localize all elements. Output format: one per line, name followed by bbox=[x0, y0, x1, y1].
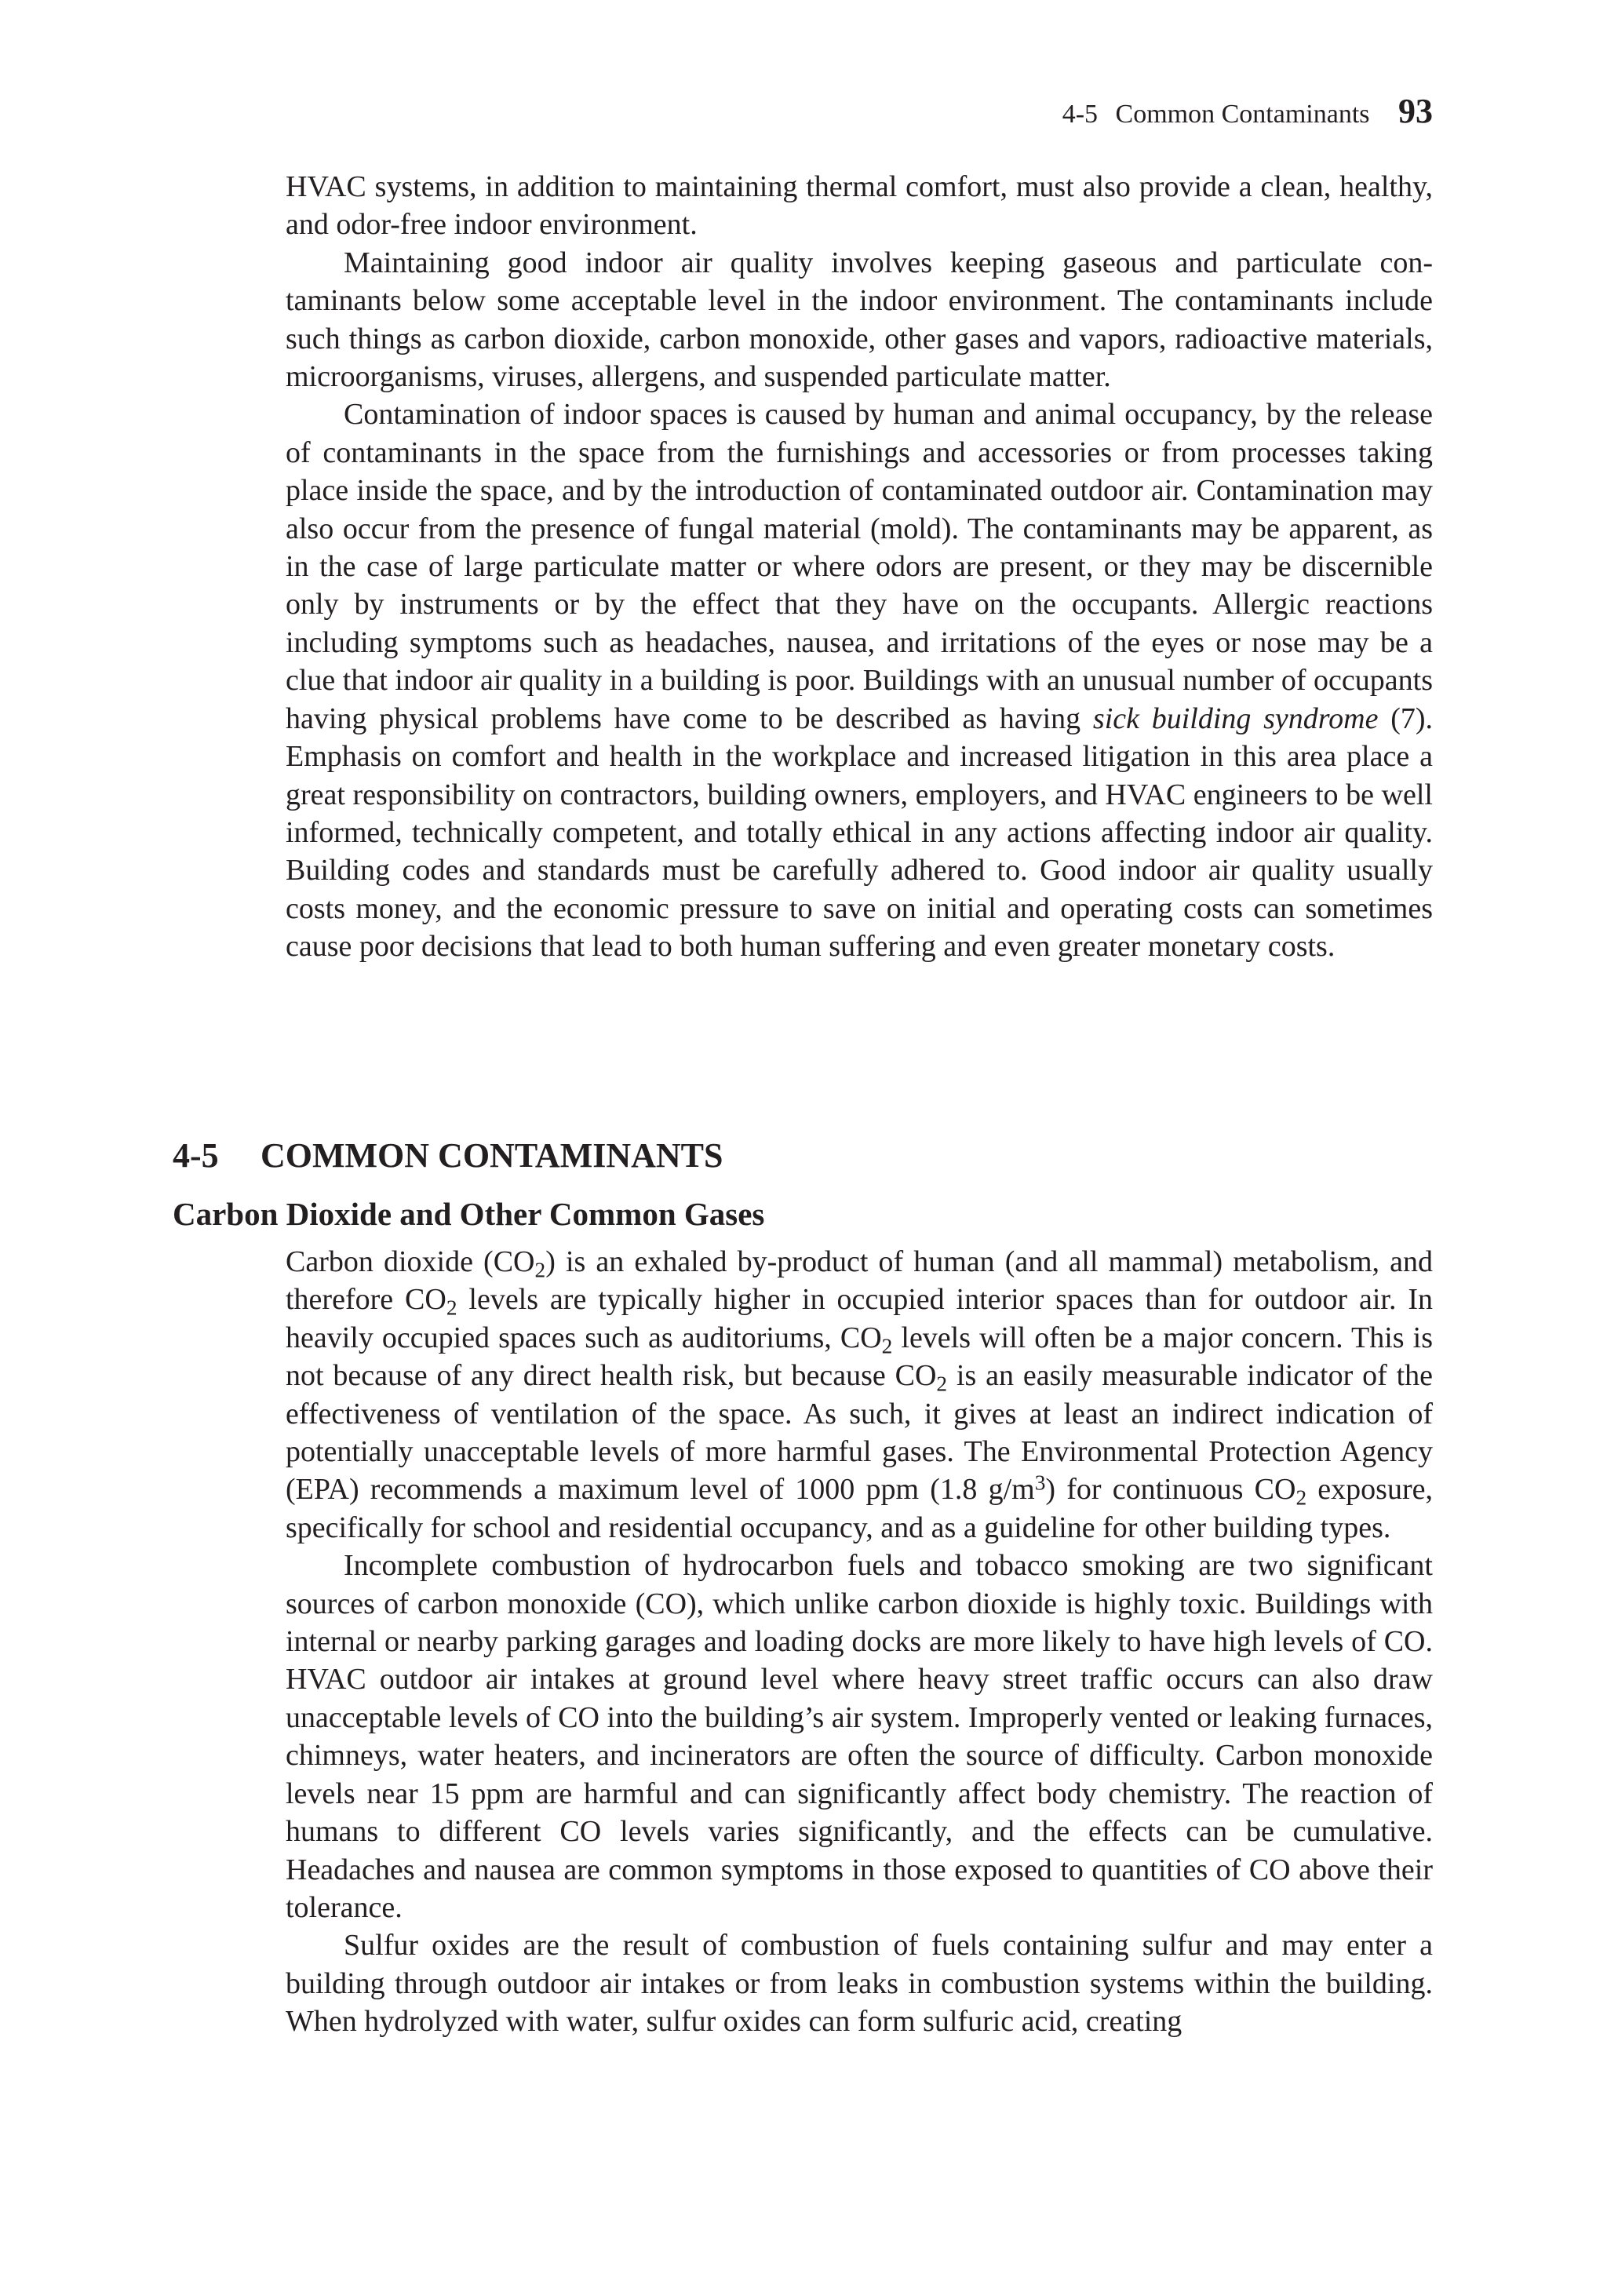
co2-text-5: is an easily measurable indicator of the effectiveness of ventilation of the space. As such, it gives at least an indirect indication of potentially unacceptable levels of more harmful gases. The Environmental Protection Agency (EPA) recommends a maximum level of 1000 ppm (1.8 g/m bbox=[286, 1359, 1433, 1507]
co2-text-6: ) for continuous CO bbox=[1045, 1473, 1296, 1507]
page-number: 93 bbox=[1398, 92, 1433, 130]
co2-text-7: exposure, specifically for school and residential occupancy, and as a guideline for other building types. bbox=[286, 1473, 1433, 1544]
section-number: 4-5 bbox=[173, 1136, 219, 1175]
section-heading bbox=[173, 1132, 723, 1179]
paragraph-sulfur-oxides: Sulfur oxides are the result of combustion of fuels containing sulfur and may enter a building through outdoor air intakes or from leaks in combustion systems within the building. When hydrolyzed with water, sulfur oxides can form sulfuric acid, creating bbox=[286, 1929, 1433, 2039]
running-head-section-title: Common Contaminants bbox=[1115, 100, 1370, 129]
co2-text-4: levels will often be a major concern. This is not because of any direct health risk, but because CO bbox=[286, 1321, 1433, 1393]
contamination-text-part-2: (7). Emphasis on comfort and health in the workplace and increased litigation in this area place a great responsibility on contractors, building owners, employers, and HVAC engineers to be well informed, technically competent, and totally ethical in any actions affecting indoor air quality. Building codes and standards must be carefully adhered to. Good indoor air quality usually costs money, and the economic pressure to save on initial and operating costs can sometimes cause poor decisions that lead to both human suffering and even greater monetary costs. bbox=[286, 702, 1434, 964]
paragraph-hvac-systems: HVAC systems, in addition to maintaining thermal comfort, must also provide a clean, healthy, and odor-free indoor environment. bbox=[286, 170, 1433, 242]
co2-subscript: 2 bbox=[1295, 1486, 1307, 1511]
contamination-text-part-1: Contamination of indoor spaces is caused by human and animal occupancy, by the release of contaminants in the space from the furnishings and accessories or from processes taking place inside the space, and by the introduction of contaminated outdoor air. Contamination may also occur from the presence of fungal material (mold). The contaminants may be apparent, as in the case of large particulate matter or where odors are present, or they may be discernible only by instruments or by the effect that they have on the occupants. Allergic reactions including symptoms such as headaches, nausea, and irritations of the eyes or nose may be a clue that indoor air quality in a building is poor. Buildings with an unusual number of occupants having physical problems have come to be described as having bbox=[286, 398, 1433, 735]
co2-subscript: 2 bbox=[936, 1372, 948, 1396]
co2-text-3: levels are typically higher in occupied interior spaces than for outdoor air. In heavily occupied spaces such as auditoriums, CO bbox=[286, 1283, 1433, 1354]
co2-text-1: Carbon dioxide (CO bbox=[286, 1245, 535, 1278]
co2-text-2: ) is an exhaled by-product of human (and all mammal) metabolism, and therefore CO bbox=[286, 1245, 1433, 1317]
section-title: COMMON CONTAMINANTS bbox=[261, 1136, 723, 1175]
paragraph-carbon-monoxide: Incomplete combustion of hydrocarbon fuels and tobacco smoking are two significant sources of carbon monoxide (CO), which unlike carbon dioxide is highly toxic. Buildings with internal or nearby parking garages and loading docks are more likely to have high levels of CO. HVAC outdoor air intakes at ground level where heavy street traffic occurs can also draw unacceptable levels of CO into the building’s air system. Improperly vented or leaking furnaces, chimneys, water heaters, and incinerators are often the source of difficulty. Carbon monoxide levels near 15 ppm are harmful and can significantly affect body chemistry. The reaction of humans to different CO levels varies significantly, and the effects can be cumulative. Headaches and nausea are common symptoms in those exposed to quantities of CO above their tolerance. bbox=[286, 1549, 1433, 1924]
sick-building-syndrome-term: sick building syndrome bbox=[1092, 702, 1379, 735]
cubic-superscript: 3 bbox=[1034, 1471, 1046, 1495]
intro-text-block bbox=[286, 168, 1433, 966]
common-gases-text-block bbox=[286, 1243, 1433, 2041]
running-head bbox=[1062, 88, 1433, 138]
co2-subscript: 2 bbox=[881, 1334, 893, 1358]
paragraph-contamination bbox=[286, 395, 1433, 965]
subsection-heading: Carbon Dioxide and Other Common Gases bbox=[173, 1196, 765, 1232]
paragraph-carbon-dioxide bbox=[286, 1243, 1433, 1547]
co2-subscript: 2 bbox=[534, 1258, 546, 1282]
paragraph-indoor-air-quality: Maintaining good indoor air quality involves keeping gaseous and particulate contaminants below some acceptable level in the indoor environment. The contaminants include such things as carbon dioxide, carbon monoxide, other gases and vapors, radioactive materials, microorganisms, viruses, allergens, and suspended particulate matter. bbox=[286, 246, 1433, 394]
running-head-section-number: 4-5 bbox=[1062, 100, 1099, 129]
co2-subscript: 2 bbox=[446, 1296, 457, 1321]
